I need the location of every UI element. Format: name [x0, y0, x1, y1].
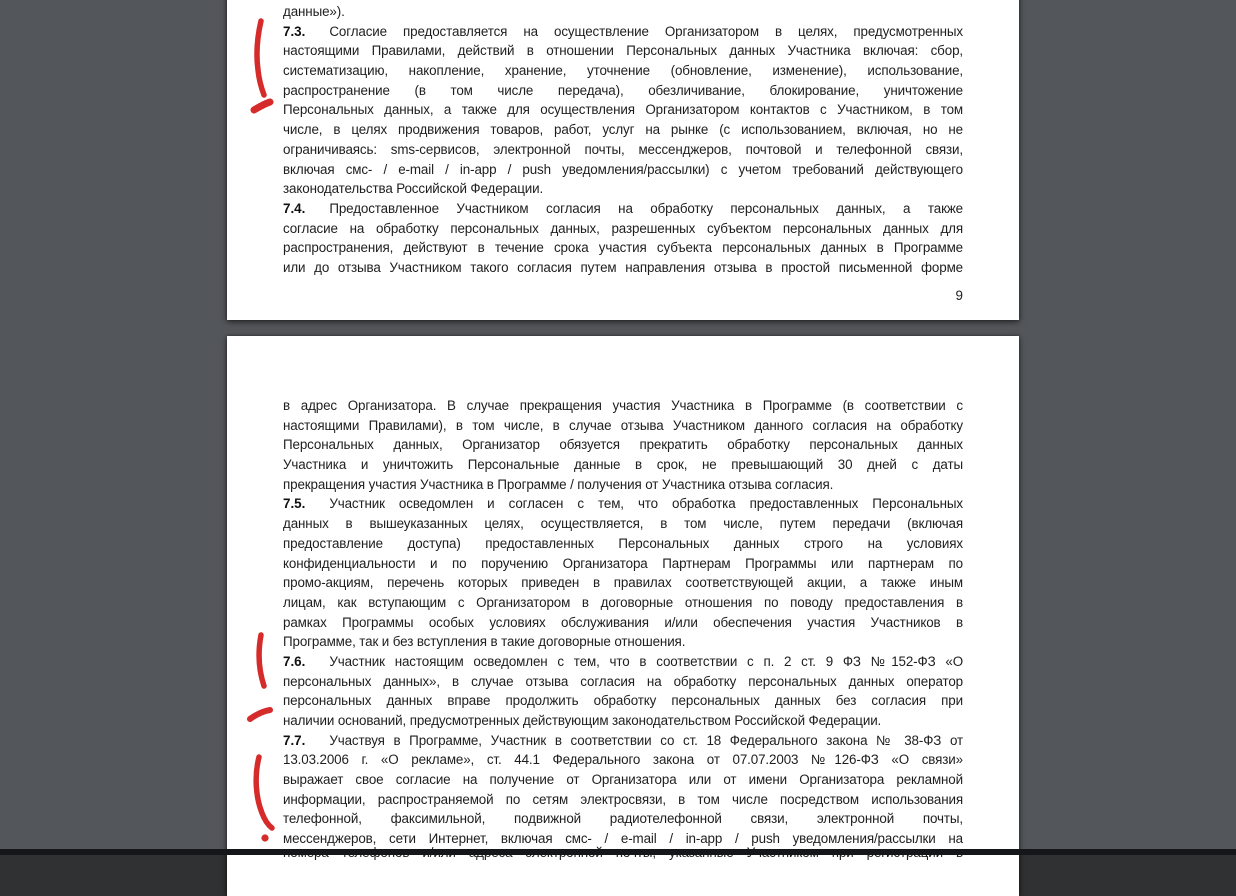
text-line: Персональных данных, Организатор обязуется прекратить обработку персональных данных: [283, 437, 963, 453]
text-line: настоящими Правилами, действий в отношении Персональных данных Участника включая: сбор,: [283, 43, 963, 59]
text-line: 7.5. Участник осведомлен и согласен с тем, что обработка предоставленных Персональных: [283, 496, 963, 512]
text-line: рамках Программы особых условиях обслуживания и/или обеспечения участия Участников в: [283, 614, 963, 630]
text-line: распространение (в том числе передача), обезличивание, блокирование, уничтожение: [283, 82, 963, 98]
text-line: или до отзыва Участником такого согласия путем направления отзыва в простой письменной форме: [283, 259, 963, 275]
text-line: Программе, так и без вступления в такие договорные отношения.: [283, 634, 686, 650]
text-line: законодательства Российской Федерации.: [283, 181, 544, 197]
text-line: Участника и уничтожить Персональные данные в срок, не превышающий 30 дней с даты: [283, 457, 963, 473]
section-number: 7.7.: [283, 732, 306, 748]
text-line: включая смс- / e-mail / in-app / push уведомления/рассылки) с учетом требований действующего: [283, 161, 963, 177]
text-line: конфиденциальности и по поручению Организатора Партнерам Программы или партнерам по: [283, 555, 963, 571]
page-10-text: [283, 396, 963, 849]
section-number: 7.6.: [283, 653, 306, 669]
text-line: 7.7. Участвуя в Программе, Участник в соответствии со ст. 18 Федерального закона № 38-ФЗ от: [283, 732, 963, 748]
section-number: 7.3.: [283, 23, 306, 39]
text-line: числе, в целях продвижения товаров, работ, услуг на рынке (с использованием, включая, но не: [283, 122, 963, 138]
text-line: телефонной, факсимильной, подвижной радиотелефонной связи, электронной почты,: [283, 811, 963, 827]
text-line: настоящими Правилами), в том числе, в случае отзыва Участником данного согласия на обработку: [283, 417, 963, 433]
text-line: 7.6. Участник настоящим осведомлен с тем, что в соответствии с п. 2 ст. 9 ФЗ №152-ФЗ «О: [283, 653, 963, 669]
text-line: в адрес Организатора. В случае прекращения участия Участника в Программе (в соответствии с: [283, 398, 963, 413]
text-line: согласие на обработку персональных данных, разрешенных субъектом персональных данных для: [283, 220, 963, 236]
text-line: выражает свое согласие на получение от Организатора или от имени Организатора рекламной: [283, 772, 963, 788]
text-line: прекращения участия Участника в Программе / получения от Участника отзыва согласия.: [283, 476, 834, 492]
text-line: данные»).: [283, 4, 345, 19]
text-line: предоставление доступа) предоставленных Персональных данных строго на условиях: [283, 535, 963, 551]
text-line: систематизацию, накопление, хранение, уточнение (обновление, изменение), использование,: [283, 63, 963, 79]
text-line: 13.03.2006 г. «О рекламе», ст. 44.1 Федерального закона от 07.07.2003 №126-ФЗ «О связи»: [283, 752, 963, 768]
text-line: наличии оснований, предусмотренных действующим законодательством Российской Федерации.: [283, 713, 882, 728]
page-number: 9: [955, 288, 963, 303]
text-line: информации, распространяемой по сетям электросвязи, в том числе посредством использования: [283, 791, 963, 807]
text-line: промо-акциям, перечень которых приведен в правилах соответствующей акции, а также иным: [283, 575, 963, 591]
section-number: 7.4.: [283, 200, 306, 216]
section-number: 7.5.: [283, 496, 306, 512]
text-line: Персональных данных, а также для осуществления Организатором контактов с Участником, в том: [283, 102, 963, 118]
text-line: персональных данных», в случае отзыва согласия на обработку персональных данных оператор: [283, 673, 963, 689]
text-line: мессенджеров, сети Интернет, включая смс- / e-mail / in-app / push уведомления/рассылки на: [283, 831, 963, 847]
viewer-bottom-edge: [0, 849, 1236, 855]
document-page-10: [227, 336, 1019, 896]
text-line: распространения, действуют в течение срока участия субъекта персональных данных в Программе: [283, 240, 963, 256]
document-page-9: [227, 0, 1019, 320]
text-line: 7.4. Предоставленное Участником согласия на обработку персональных данных, а также: [283, 200, 963, 216]
text-line: данных в вышеуказанных целях, осуществляется, в том числе, путем передачи (включая: [283, 516, 963, 532]
text-line: ограничиваясь: sms-сервисов, электронной почты, мессенджеров, почтовой и телефонной связи,: [283, 141, 963, 157]
text-line: лицам, как вступающим с Организатором в договорные отношения по поводу предоставления в: [283, 594, 963, 610]
page-9-text: [283, 2, 963, 278]
text-line: 7.3. Согласие предоставляется на осуществление Организатором в целях, предусмотренных: [283, 23, 963, 39]
text-line: персональных данных вправе продолжить обработку персональных данных без согласия при: [283, 693, 963, 709]
